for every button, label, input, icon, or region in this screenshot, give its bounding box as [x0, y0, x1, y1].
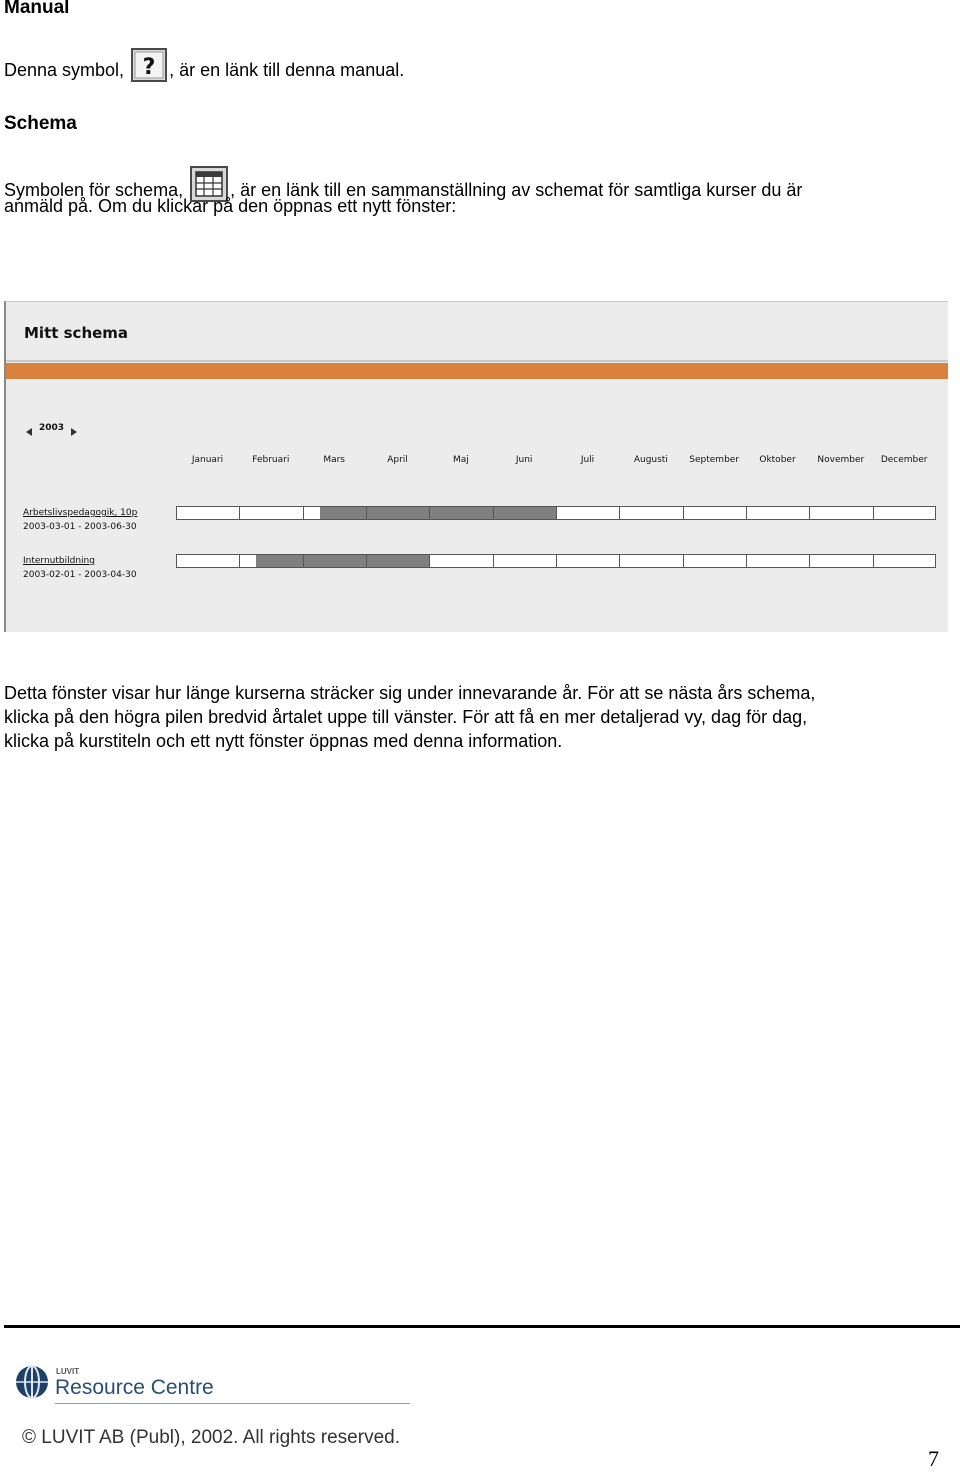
header-band: [6, 363, 948, 379]
page-number: 7: [928, 1446, 939, 1471]
month-label: Juni: [515, 455, 533, 465]
manual-paragraph: [4, 48, 404, 88]
month-cell: [367, 507, 430, 519]
arrow-right-icon[interactable]: [70, 424, 78, 442]
logo-resource-centre-text: Resource Centre: [55, 1376, 214, 1399]
month-label: Januari: [191, 455, 224, 465]
course-title-link[interactable]: Arbetslivspedagogik, 10p: [23, 508, 138, 518]
month-cell: [810, 555, 873, 567]
arrow-left-icon[interactable]: [25, 424, 33, 442]
schema-text-after: , är en länk till en sammanställning av schemat för samtliga kurser du är: [230, 180, 803, 200]
month-cell: [494, 507, 557, 519]
help-question-icon[interactable]: [131, 48, 167, 88]
month-cell: [620, 507, 683, 519]
month-label: November: [817, 455, 865, 465]
month-cell: [620, 555, 683, 567]
year-label: 2003: [39, 423, 65, 433]
svg-text:?: ?: [142, 55, 156, 80]
month-label: Augusti: [633, 455, 668, 465]
month-label: September: [689, 455, 740, 465]
manual-text-before: Denna symbol,: [4, 60, 125, 80]
title-separator: [6, 360, 948, 362]
schema-heading: Schema: [4, 113, 77, 134]
course-timeline-bar: [176, 506, 936, 520]
course-dates: 2003-02-01 - 2003-04-30: [23, 570, 137, 580]
month-label: December: [880, 455, 928, 465]
logo-luvit-text: LUVIT: [56, 1367, 80, 1376]
course-dates: 2003-03-01 - 2003-06-30: [23, 522, 137, 532]
month-label: Mars: [323, 455, 345, 465]
month-label: Februari: [252, 455, 290, 465]
month-cell: [430, 507, 493, 519]
month-cell: [177, 555, 240, 567]
description-line-3: klicka på kurstiteln och ett nytt fönster öppnas med denna information.: [4, 731, 563, 751]
month-cell: [240, 555, 303, 567]
window-title: Mitt schema: [24, 324, 129, 342]
month-cell: [367, 555, 430, 567]
manual-heading: Manual: [4, 0, 70, 18]
month-label: Oktober: [759, 455, 796, 465]
month-cell: [684, 555, 747, 567]
description-line-1: Detta fönster visar hur länge kurserna sträcker sig under innevarande år. För att se nästa års schema,: [4, 683, 816, 703]
month-label: Juli: [580, 455, 595, 465]
month-cell: [557, 555, 620, 567]
month-cell: [304, 507, 367, 519]
month-cell: [430, 555, 493, 567]
month-cell: [557, 507, 620, 519]
month-cell: [494, 555, 557, 567]
month-cell: [304, 555, 367, 567]
schedule-window: [4, 301, 948, 632]
course-timeline-bar: [176, 554, 936, 568]
month-cell: [810, 507, 873, 519]
month-label: April: [387, 455, 408, 465]
month-cell: [874, 555, 937, 567]
course-title-link[interactable]: Internutbildning: [23, 556, 95, 566]
logo-underline: [55, 1403, 410, 1404]
schema-text-before: Symbolen för schema,: [4, 180, 184, 200]
copyright-text: © LUVIT AB (Publ), 2002. All rights reserved.: [22, 1427, 400, 1448]
month-cell: [240, 507, 303, 519]
description-line-2: klicka på den högra pilen bredvid årtalet uppe till vänster. För att få en mer detaljerad vy, dag för dag,: [4, 707, 808, 727]
manual-text-after: , är en länk till denna manual.: [169, 60, 405, 80]
footer-rule: [4, 1325, 960, 1328]
month-cell: [747, 555, 810, 567]
month-cell: [747, 507, 810, 519]
month-label: Maj: [452, 455, 469, 465]
month-cell: [874, 507, 937, 519]
month-cell: [684, 507, 747, 519]
schema-paragraph-line2: anmäld på. Om du klickar på den öppnas ett nytt fönster:: [4, 196, 457, 216]
month-cell: [177, 507, 240, 519]
luvit-globe-logo: [14, 1364, 50, 1405]
